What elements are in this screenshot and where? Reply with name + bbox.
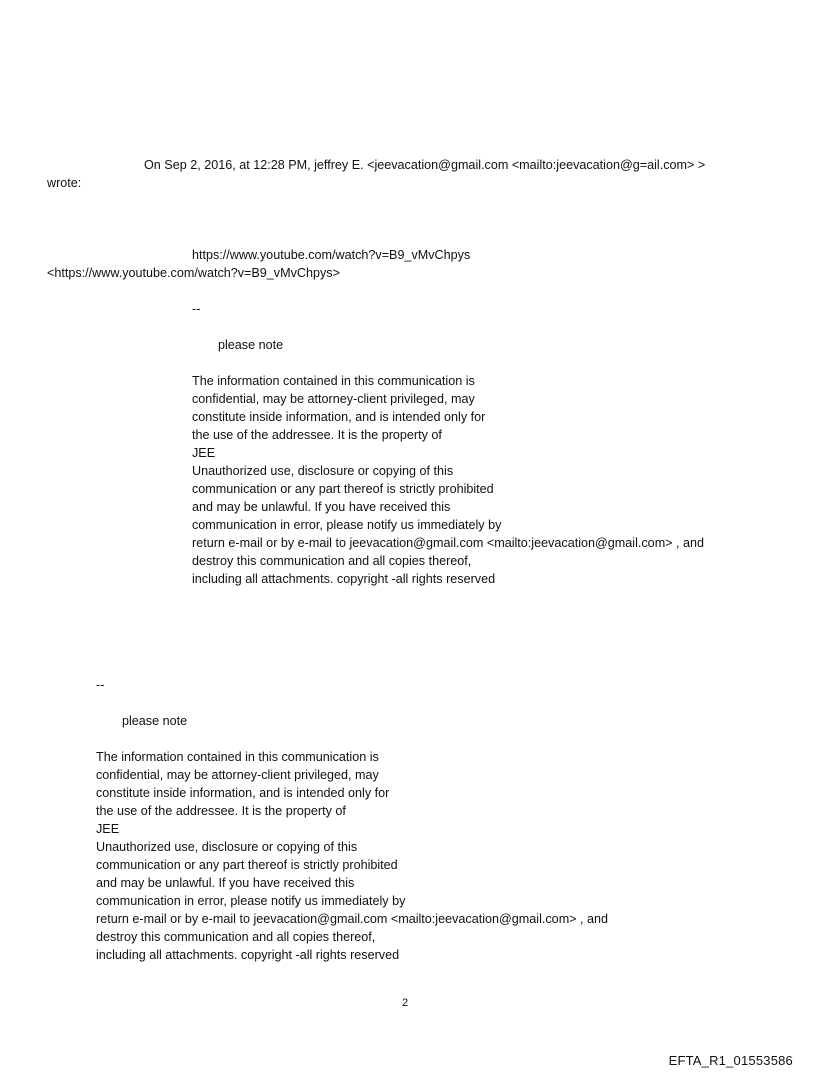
disclaimer-line: the use of the addressee. It is the property of	[192, 428, 442, 442]
disclaimer-line: the use of the addressee. It is the property of	[96, 804, 346, 818]
disclaimer-line: confidential, may be attorney-client privileged, may	[96, 768, 379, 782]
disclaimer-line-email[interactable]: return e-mail or by e-mail to jeevacation@gmail.com <mailto:jeevacation@gmail.com> , and	[192, 536, 705, 550]
disclaimer-line: confidential, may be attorney-client privileged, may	[192, 392, 475, 406]
disclaimer-line: JEE	[96, 822, 120, 836]
disclaimer-line: Unauthorized use, disclosure or copying of this	[96, 840, 358, 854]
inner-disclaimer	[192, 372, 704, 588]
youtube-link[interactable]: https://www.youtube.com/watch?v=B9_vMvChpys	[192, 248, 471, 262]
outer-please-note: please note	[122, 714, 188, 728]
disclaimer-line: constitute inside information, and is intended only for	[96, 786, 390, 800]
page-number: 2	[402, 997, 409, 1009]
inner-please-note: please note	[218, 338, 284, 352]
disclaimer-line: JEE	[192, 446, 216, 460]
disclaimer-line: destroy this communication and all copies thereof,	[192, 554, 472, 568]
document-id: EFTA_R1_01553586	[668, 1053, 793, 1068]
disclaimer-line: Unauthorized use, disclosure or copying of this	[192, 464, 454, 478]
email-header-wrote: wrote:	[47, 176, 82, 190]
disclaimer-line: communication or any part thereof is strictly prohibited	[96, 858, 398, 872]
disclaimer-line: and may be unlawful. If you have received this	[96, 876, 355, 890]
disclaimer-line: The information contained in this communication is	[192, 374, 475, 388]
youtube-link-bracketed[interactable]: <https://www.youtube.com/watch?v=B9_vMvChpys>	[47, 266, 340, 280]
disclaimer-line: communication in error, please notify us immediately by	[96, 894, 406, 908]
disclaimer-line: and may be unlawful. If you have received this	[192, 500, 451, 514]
disclaimer-line-email[interactable]: return e-mail or by e-mail to jeevacation@gmail.com <mailto:jeevacation@gmail.com> , and	[96, 912, 609, 926]
disclaimer-line: communication in error, please notify us immediately by	[192, 518, 502, 532]
disclaimer-line: including all attachments. copyright -all rights reserved	[96, 948, 400, 962]
email-header-line: On Sep 2, 2016, at 12:28 PM, jeffrey E. <jeevacation@gmail.com <mailto:jeevacation@g=ail.com> >	[144, 158, 706, 172]
outer-signature-separator: --	[96, 678, 105, 692]
disclaimer-line: constitute inside information, and is intended only for	[192, 410, 486, 424]
disclaimer-line: communication or any part thereof is strictly prohibited	[192, 482, 494, 496]
disclaimer-line: including all attachments. copyright -all rights reserved	[192, 572, 496, 586]
disclaimer-line: The information contained in this communication is	[96, 750, 379, 764]
disclaimer-line: destroy this communication and all copies thereof,	[96, 930, 376, 944]
outer-disclaimer	[96, 748, 608, 964]
inner-signature-separator: --	[192, 302, 201, 316]
